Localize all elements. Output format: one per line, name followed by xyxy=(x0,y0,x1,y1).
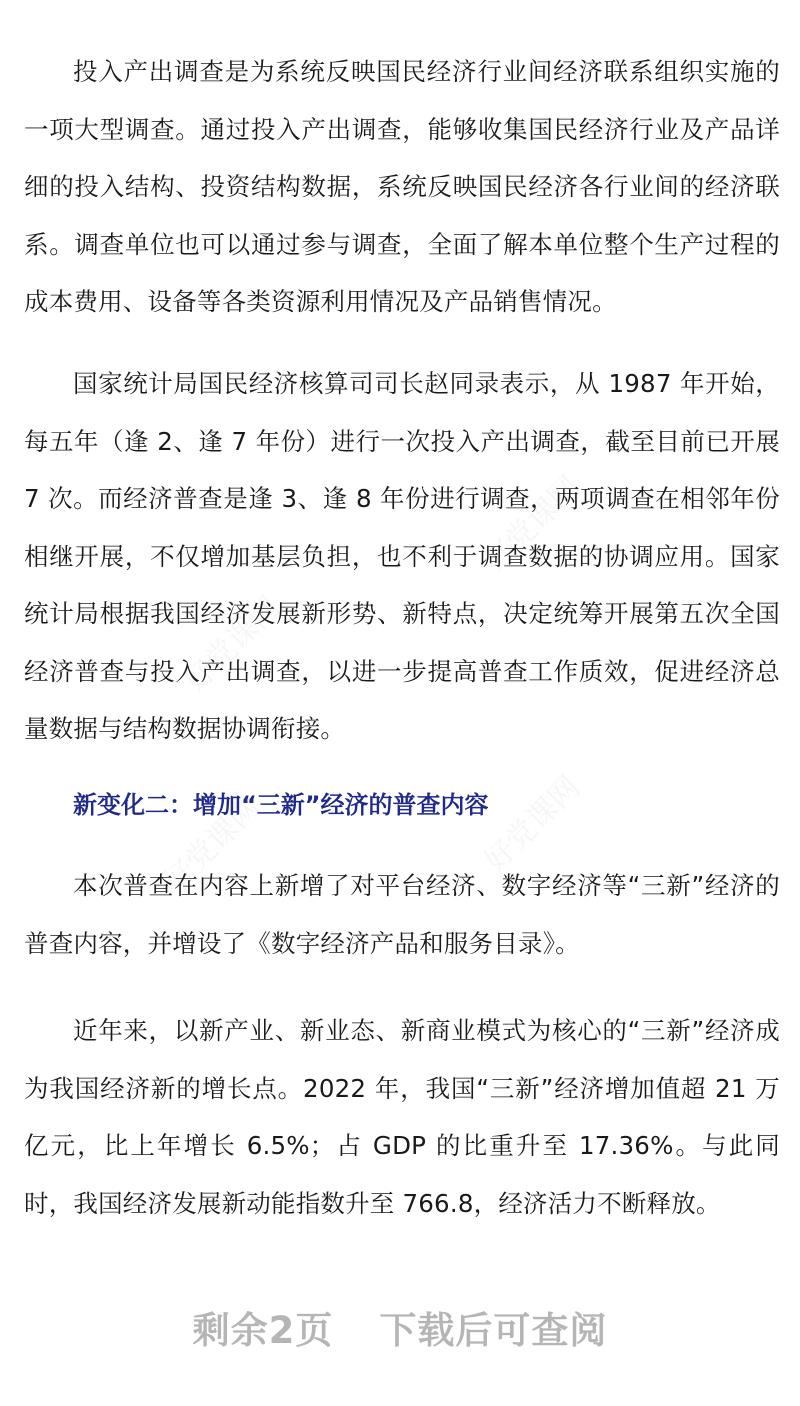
watermark-text: 好党课网 xyxy=(477,769,588,880)
paragraph-census-coordination: 国家统计局国民经济核算司司长赵同录表示，从 1987 年开始，每五年（逢 2、逢 7 年份）进行一次投入产出调查，截至目前已开展 7 次。而经济普查是逢 3、逢 8 年份进行调查，两项调查在相邻年份相继开展，不仅增加基层负担，也不利于调查数据的协调应用。国家统计局根据我国经济发展新形势、新特点，决定统筹开展第五次全国经济普查与投入产出调查，以进一步提高普查工作质效，促进经济总量数据与结构数据协调衔接。 xyxy=(24,369,780,743)
watermark-text: 好党课网 xyxy=(157,789,268,900)
paragraph-input-output-survey: 投入产出调查是为系统反映国民经济行业间经济联系组织实施的一项大型调查。通过投入产出调查，能够收集国民经济行业及产品详细的投入结构、投资结构数据，系统反映国民经济各行业间的经济联系。调查单位也可以通过参与调查，全面了解本单位整个生产过程的成本费用、设备等各类资源利用情况及产品销售情况。 xyxy=(24,57,780,316)
section-heading: 新变化二：增加“三新”经济的普查内容 xyxy=(73,791,489,819)
watermark-text: 好党课网 xyxy=(177,589,288,700)
download-to-view-label[interactable]: 下载后可查阅 xyxy=(379,1309,608,1352)
download-prompt-banner[interactable] xyxy=(0,1300,800,1354)
paragraph-new-content: 本次普查在内容上新增了对平台经济、数字经济等“三新”经济的普查内容，并增设了《数字经济产品和服务目录》。 xyxy=(24,871,780,958)
remaining-pages-label: 剩余2页 xyxy=(192,1309,334,1352)
watermark-text: 好党课网 xyxy=(477,469,588,580)
paragraph-three-new-economy: 近年来，以新产业、新业态、新商业模式为核心的“三新”经济成为我国经济新的增长点。2022 年，我国“三新”经济增加值超 21 万亿元，比上年增长 6.5%；占 GDP 的比重升至 17.36%。与此同时，我国经济发展新动能指数升至 766.8，经济活力不断释放。 xyxy=(24,1016,780,1218)
